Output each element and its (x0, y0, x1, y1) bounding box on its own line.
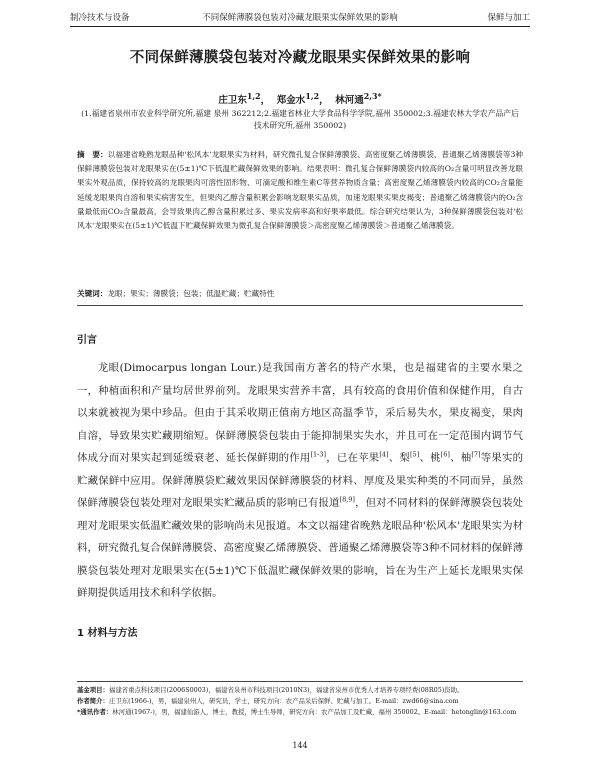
section-heading-materials-methods: 1 材料与方法 (77, 628, 138, 639)
footnote-label: 基金项目： (77, 686, 109, 694)
keywords (77, 288, 523, 300)
author-affiliation-mark: 2,3* (363, 92, 382, 101)
footnote-label: 作者简介： (77, 697, 109, 705)
keywords-label: 关键词： (77, 289, 108, 298)
footnotes (77, 685, 523, 718)
author-list: 庄卫东$^{1,2}$， 郑金水$^{1,2}$， 林河通$^{2,3*}$ (218, 92, 382, 107)
footnote-label: *通讯作者： (77, 708, 113, 716)
body-text-run: 、柚 (449, 452, 472, 464)
body-text-run: ，但对不同材料的保鲜薄膜袋包装处理对龙眼果实低温贮藏效果的影响尚未见报道。本文以福建省晚熟龙眼品种'松风本'龙眼果实为材料，研究微孔复合保鲜薄膜袋、高密度聚乙烯薄膜袋、普通聚乙烯薄膜袋等3种不同材料的保鲜薄膜袋包装处理对龙眼果实在(5±1)℃下低温贮藏保鲜效果的影响，旨在为生产上延长龙眼果实保鲜期提供适用技术和科学依据。 (77, 497, 523, 599)
citation: [1-3] (310, 450, 327, 459)
citation: [7] (471, 450, 481, 459)
body-text-run: ，已在苹果 (326, 452, 380, 464)
body-text-run: 、桃 (419, 452, 441, 464)
author-affiliation-mark: 1,2 (246, 92, 261, 101)
author-affiliation-mark: 1,2 (305, 92, 320, 101)
body-text-run: 等果实的贮藏保鲜中应用。保鲜薄膜袋贮藏效果因保鲜薄膜袋的材料、厚度及果实种类的不同而异，虽然保鲜薄膜袋包装处理对龙眼果实贮藏品质的影响已有报道 (77, 452, 524, 509)
keywords-text: 龙眼；果实；薄膜袋；包装；低温贮藏；贮藏特性 (107, 289, 275, 298)
author-name: 林河通 (335, 95, 364, 107)
footnote-text: 林河通(1967-)，男，福建仙游人，博士，教授，博士生导师，研究方向：农产品加工及贮藏，福州 350002。E-mail：hetonglin@163.com (112, 708, 517, 716)
footnote-text: 庄卫东(1966-)，男，福建泉州人，研究员，学士，研究方向：农产品采后保鲜、贮藏与加工。E-mail：zwd66@sina.com (108, 697, 459, 705)
page-number: 144 (292, 741, 308, 750)
affiliations: (1.福建省泉州市农业科学研究所,福建 泉州 362212;2.福建省林业大学食品科学学院,福州 350002;3.福建农林大学农产品产后技术研究所,福州 350002) (81, 109, 519, 130)
body-text-run: 龙眼(Dimocarpus longan Lour.)是我国南方著名的特产水果，也是福建省的主要水果之一，种植面积和产量均居世界前列。龙眼果实营养丰富，具有较高的食用价值和保健作用，自古以来就被视为果中珍品。但由于其采收期正值南方地区高温季节，采后易失水，果皮褐变，果肉自溶，导致果实贮藏期缩短。保鲜薄膜袋包装由于能抑制果实失水，并且可在一定范围内调节气体成分而对果实起到延缓衰老、延长保鲜期的作用 (77, 362, 523, 464)
section-heading-introduction: 引言 (77, 335, 97, 346)
body-text-run: 、梨 (388, 452, 411, 464)
footnote-text: 福建省重点科技项目(2006S0003)，福建省泉州市科技项目(2010N3)，福建省泉州市优秀人才培养专项经费(08R05)资助。 (108, 686, 464, 694)
abstract-text: 以福建省晚熟龙眼品种'松风本'龙眼果实为材料，研究微孔复合保鲜薄膜袋、高密度聚乙烯薄膜袋、普通聚乙烯薄膜袋等3种保鲜薄膜袋包装对龙眼果实在(5±1)℃下低温贮藏保鲜效果的影响。结果表明：微孔复合保鲜薄膜袋内较高的O₂含量可明显改善龙眼果实外观品质，保持较高的龙眼果肉可溶性固形物、可滴定酸和维生素C等营养物质含量；高密度聚乙烯薄膜袋内较高的CO₂含量能延缓龙眼果肉自溶和果实病害发生，但果肉乙醇含量积累会影响龙眼果实品质，加速龙眼果实果皮褐变；普通聚乙烯薄膜袋内的O₂含量最低而CO₂含量最高，会导致果肉乙醇含量积累过多、果实发病率高和好果率最低。综合研究结果认为，3种保鲜薄膜袋包装对'松风本'龙眼果实在(5±1)℃低温下贮藏保鲜效果为微孔复合保鲜薄膜袋＞高密度聚乙烯薄膜袋＞普通聚乙烯薄膜袋。 (77, 150, 523, 231)
footnote-funding (77, 685, 523, 696)
citation: [5] (410, 450, 420, 459)
running-header (70, 10, 530, 27)
header-journal-section: 制冷技术与设备 (70, 13, 130, 23)
header-article-title: 不同保鲜薄膜袋包装对冷藏龙眼果实保鲜效果的影响 (202, 13, 398, 23)
header-category: 保鲜与加工 (487, 13, 530, 23)
abstract (77, 148, 523, 233)
abstract-label: 摘 要： (77, 150, 108, 159)
citation: [8,9] (339, 495, 355, 504)
citation: [4] (379, 450, 389, 459)
author-name: 庄卫东 (218, 95, 247, 107)
footnote-author-bio (77, 696, 523, 707)
introduction-paragraph (77, 357, 523, 605)
footnote-divider (77, 681, 523, 682)
footnote-corresponding-author (77, 707, 523, 718)
abstract-divider (77, 305, 523, 306)
citation: [6] (440, 450, 450, 459)
article-title: 不同保鲜薄膜袋包装对冷藏龙眼果实保鲜效果的影响 (129, 50, 471, 66)
author-name: 郑金水 (276, 95, 306, 107)
